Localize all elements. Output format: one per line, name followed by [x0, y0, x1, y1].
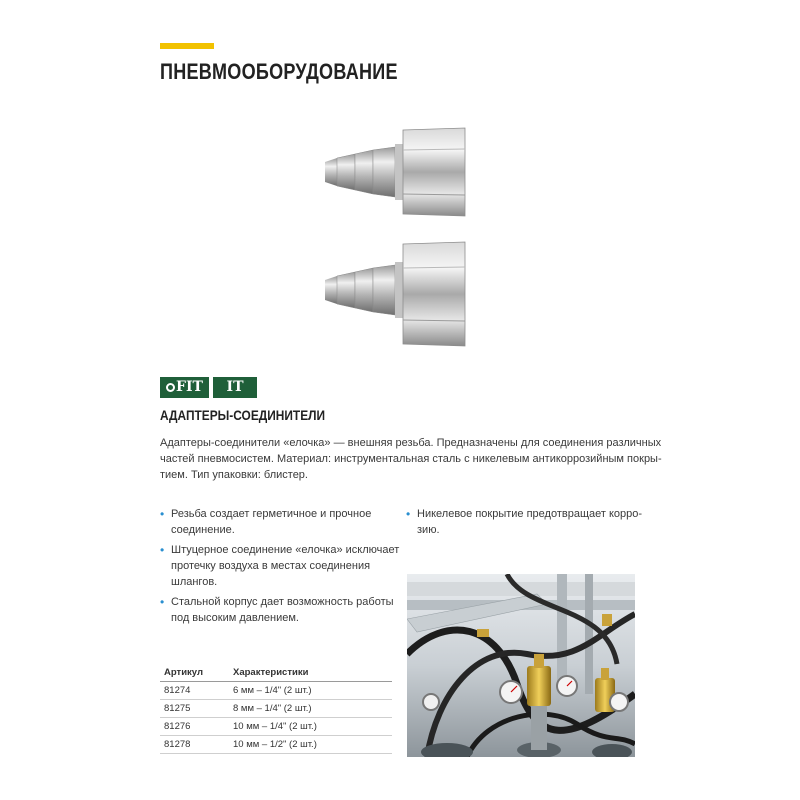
feature-item: • Резьба создает герметичное и прочное соединение. [160, 506, 400, 538]
cell-article: 81274 [164, 685, 191, 696]
features-left [160, 506, 400, 630]
header-specs: Характеристики [233, 667, 309, 678]
pneumatic-hoses-gauges-photo [407, 574, 635, 757]
table-row [160, 682, 392, 700]
brand-logos [160, 377, 257, 398]
spec-table [160, 664, 392, 754]
cell-article: 81276 [164, 721, 191, 732]
cell-specs: 8 мм – 1/4" (2 шт.) [233, 703, 312, 714]
cell-article: 81278 [164, 739, 191, 750]
feature-item: • Стальной корпус дает возможность работы под высоким давлением. [160, 594, 400, 626]
features-right [406, 506, 646, 542]
description-line: Адаптеры-соединители «елочка» — внешняя резьба. Предназначены для соединения различных [160, 437, 662, 449]
table-header [160, 664, 392, 682]
table-row [160, 718, 392, 736]
cell-article: 81275 [164, 703, 191, 714]
table-row [160, 736, 392, 754]
barb-adapter-pair-photo [315, 122, 487, 352]
accent-bar [160, 43, 214, 49]
gear-icon [166, 383, 175, 392]
feature-item: • Никелевое покрытие предотвращает корро- зию. [406, 506, 646, 538]
product-description [160, 435, 662, 483]
adapter-bottom [325, 242, 465, 346]
cell-specs: 10 мм – 1/4" (2 шт.) [233, 721, 317, 732]
header-article: Артикул [164, 667, 203, 678]
fit-logo: FIT [160, 377, 209, 398]
cell-specs: 6 мм – 1/4" (2 шт.) [233, 685, 312, 696]
it-logo: IT [213, 377, 257, 398]
feature-item: • Штуцерное соединение «елочка» исключает протечку воздуха в местах соединения шлангов. [160, 542, 400, 590]
adapter-top [325, 128, 465, 216]
cell-specs: 10 мм – 1/2" (2 шт.) [233, 739, 317, 750]
page-title: ПНЕВМООБОРУДОВАНИЕ [160, 59, 398, 84]
description-line: тием. Тип упаковки: блистер. [160, 469, 308, 481]
table-row [160, 700, 392, 718]
description-line: частей пневмосистем. Материал: инструментальная сталь с никелевым антикоррозийным покры- [160, 453, 662, 465]
section-title: АДАПТЕРЫ-СОЕДИНИТЕЛИ [160, 407, 326, 423]
